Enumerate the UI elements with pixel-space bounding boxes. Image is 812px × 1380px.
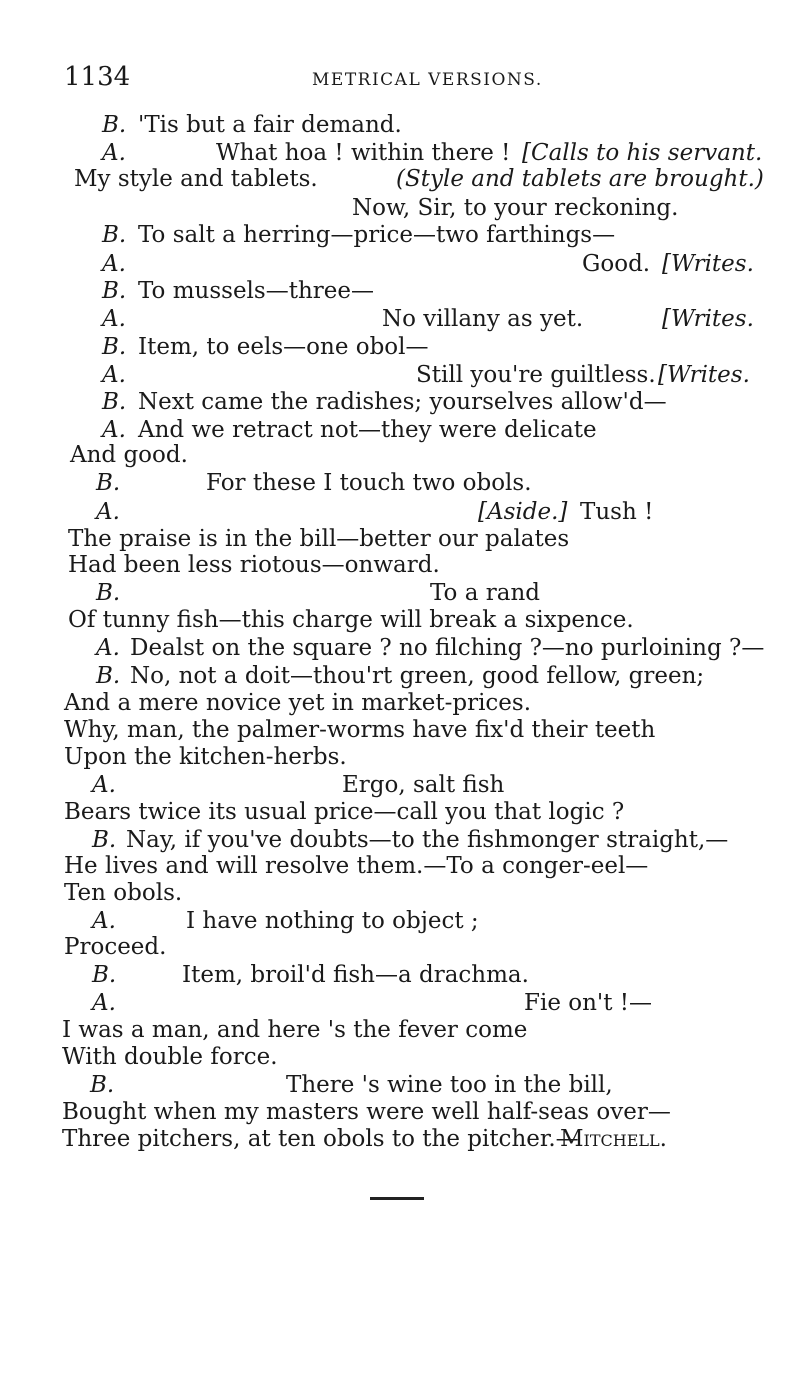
verse-text: Next came the radishes; yourselves allow'd—	[138, 389, 667, 415]
verse-text: My style and tablets.	[74, 166, 318, 192]
verse-line	[0, 717, 812, 744]
speaker-label: A.	[102, 140, 126, 166]
verse-line	[0, 880, 812, 907]
verse-line	[0, 166, 812, 193]
verse-line	[0, 389, 812, 416]
page-header	[64, 62, 764, 98]
speaker-label: B.	[102, 389, 127, 415]
verse-text: To salt a herring—price—two farthings—	[138, 222, 616, 248]
speaker-label: B.	[92, 962, 117, 988]
verse-text: Dealst on the square ? no filching ?—no purloining ?—	[130, 635, 765, 661]
verse-line	[0, 195, 812, 222]
speaker-label: A.	[92, 990, 116, 1016]
speaker-label: A.	[102, 417, 126, 443]
attribution: Mitchell.	[560, 1126, 667, 1152]
verse-text: Nay, if you've doubts—to the fishmonger straight,—	[126, 827, 729, 853]
verse-line	[0, 306, 812, 333]
verse-text: Bears twice its usual price—call you that logic ?	[64, 799, 625, 825]
verse-line	[0, 362, 812, 389]
verse-line	[0, 580, 812, 607]
verse-text: For these I touch two obols.	[206, 470, 532, 496]
verse-line	[0, 417, 812, 444]
speaker-label: B.	[96, 580, 121, 606]
verse-line	[0, 526, 812, 553]
verse-line	[0, 334, 812, 361]
verse-line	[0, 690, 812, 717]
verse-line	[0, 635, 812, 662]
verse-text: With double force.	[62, 1044, 278, 1070]
verse-text: He lives and will resolve them.—To a conger-eel—	[64, 853, 649, 879]
verse-line	[0, 222, 812, 249]
verse-line	[0, 552, 812, 579]
verse-text: To mussels—three—	[138, 278, 374, 304]
speaker-label: B.	[90, 1072, 115, 1098]
verse-line	[0, 990, 812, 1017]
speaker-label: A.	[102, 306, 126, 332]
verse-text: Item, broil'd fish—a drachma.	[182, 962, 529, 988]
stage-direction: [Calls to his servant.	[522, 140, 763, 166]
speaker-label: A.	[102, 251, 126, 277]
speaker-label: B.	[102, 112, 127, 138]
verse-text: Now, Sir, to your reckoning.	[352, 195, 679, 221]
verse-line	[0, 112, 812, 139]
verse-text: No, not a doit—thou'rt green, good fellow, green;	[130, 663, 705, 689]
verse-line	[0, 663, 812, 690]
verse-text: To a rand	[430, 580, 540, 606]
verse-text: 'Tis but a fair demand.	[138, 112, 402, 138]
verse-line	[0, 799, 812, 826]
verse-text: Good.	[582, 251, 651, 277]
verse-text: Item, to eels—one obol—	[138, 334, 429, 360]
verse-text: Tush !	[580, 499, 654, 525]
verse-text: I have nothing to object ;	[186, 908, 479, 934]
verse-line	[0, 278, 812, 305]
verse-line	[0, 140, 812, 167]
verse-line	[0, 251, 812, 278]
speaker-label: A.	[92, 908, 116, 934]
speaker-label: B.	[102, 278, 127, 304]
verse-text: And we retract not—they were delicate	[138, 417, 597, 443]
verse-text: Still you're guiltless.	[416, 362, 656, 388]
verse-line	[0, 1072, 812, 1099]
speaker-label: A.	[96, 499, 120, 525]
running-head: METRICAL VERSIONS.	[312, 70, 543, 90]
verse-text: Ten obols.	[64, 880, 183, 906]
verse-line	[0, 470, 812, 497]
verse-line	[0, 772, 812, 799]
verse-line	[0, 1017, 812, 1044]
verse-text: What hoa ! within there !	[216, 140, 511, 166]
stage-direction: (Style and tablets are brought.)	[396, 166, 764, 192]
speaker-label: B.	[102, 222, 127, 248]
verse-text: Had been less riotous—onward.	[68, 552, 440, 578]
verse-text: Bought when my masters were well half-seas over—	[62, 1099, 671, 1125]
speaker-label: B.	[102, 334, 127, 360]
verse-line	[0, 962, 812, 989]
verse-line	[0, 853, 812, 880]
verse-line	[0, 1099, 812, 1126]
verse-text: The praise is in the bill—better our palates	[68, 526, 570, 552]
verse-text: I was a man, and here 's the fever come	[62, 1017, 528, 1043]
stage-direction: [Aside.]	[478, 499, 568, 525]
stage-direction: [Writes.	[658, 362, 750, 388]
verse-text: Proceed.	[64, 934, 167, 960]
speaker-label: B.	[96, 470, 121, 496]
stage-direction: [Writes.	[662, 251, 754, 277]
section-rule	[370, 1197, 424, 1200]
verse-line	[0, 607, 812, 634]
verse-text: Why, man, the palmer-worms have fix'd their teeth	[64, 717, 656, 743]
verse-text: There 's wine too in the bill,	[286, 1072, 613, 1098]
speaker-label: A.	[92, 772, 116, 798]
stage-direction: [Writes.	[662, 306, 754, 332]
speaker-label: A.	[96, 635, 120, 661]
verse-line	[0, 908, 812, 935]
verse-line	[0, 1044, 812, 1071]
speaker-label: A.	[102, 362, 126, 388]
verse-text: And a mere novice yet in market-prices.	[64, 690, 532, 716]
verse-text: Ergo, salt fish	[342, 772, 505, 798]
verse-line	[0, 934, 812, 961]
page-number: 1134	[64, 62, 131, 92]
verse-line	[0, 499, 812, 526]
verse-line	[0, 442, 812, 469]
verse-text: Upon the kitchen-herbs.	[64, 744, 347, 770]
verse-text: And good.	[70, 442, 188, 468]
verse-text: Three pitchers, at ten obols to the pitcher.—	[62, 1126, 579, 1152]
verse-text: Of tunny fish—this charge will break a sixpence.	[68, 607, 634, 633]
verse-line	[0, 827, 812, 854]
verse-line	[0, 1126, 812, 1153]
verse-line	[0, 744, 812, 771]
speaker-label: B.	[92, 827, 117, 853]
speaker-label: B.	[96, 663, 121, 689]
verse-text: No villany as yet.	[382, 306, 584, 332]
verse-text: Fie on't !—	[524, 990, 653, 1016]
